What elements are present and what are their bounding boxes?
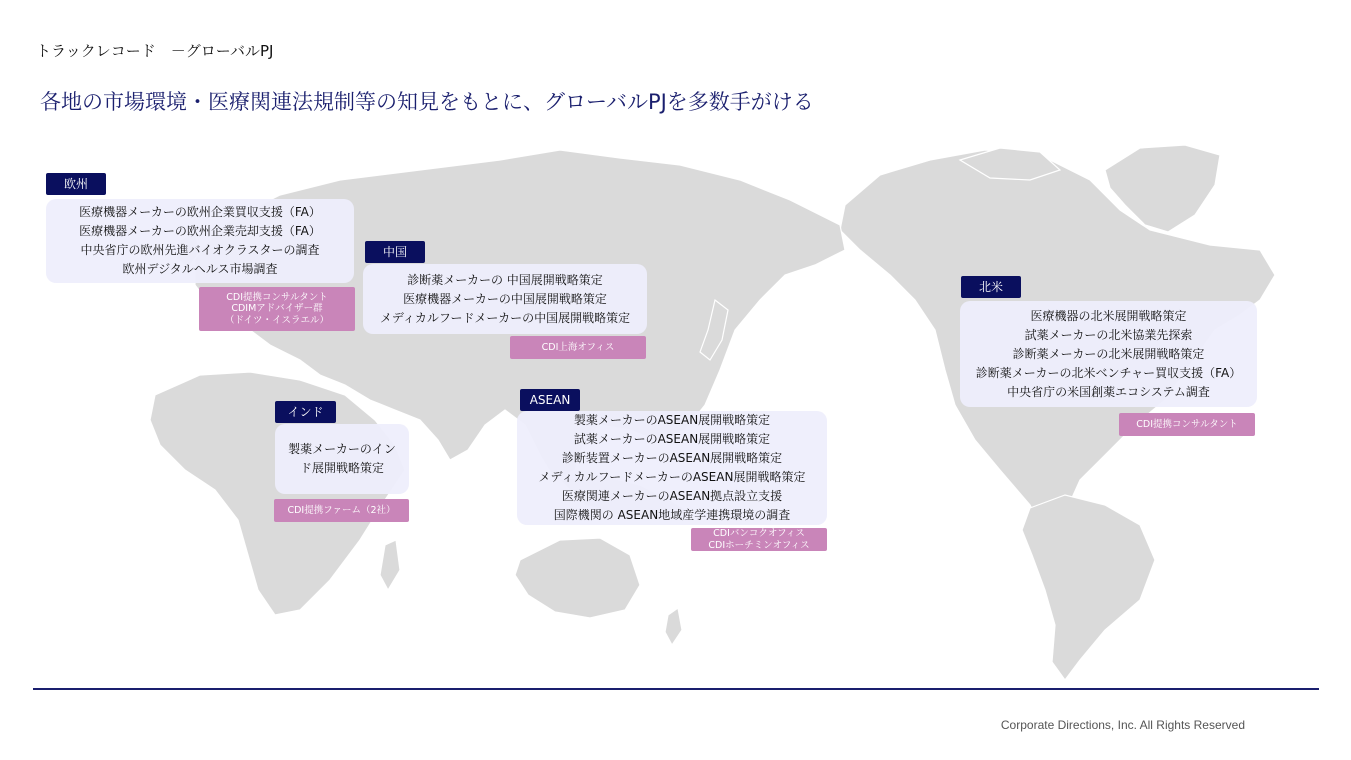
europe-project-item: 医療機器メーカーの欧州企業売却支援（FA） [79,224,321,238]
north-america-project-item: 診断薬メーカーの北米展開戦略策定 [1012,346,1205,361]
china-project-item: 診断薬メーカーの 中国展開戦略策定 [407,272,603,287]
north-america-project-item: 中央省庁の米国創薬エコシステム調査 [1007,384,1210,399]
india-project-item: ド展開戦略策定 [299,461,384,475]
asean-project-item: 製薬メーカーのASEAN展開戦略策定 [573,413,771,427]
footer-divider [33,688,1319,690]
china-project-item: 医療機器メーカーの中国展開戦略策定 [403,291,607,306]
office-line: CDIバンコクオフィス [713,528,805,539]
india-office-badge [274,499,409,522]
asean-project-item: 医療関連メーカーのASEAN拠点設立支援 [561,489,783,503]
asean-project-item: 試薬メーカーのASEAN展開戦略策定 [573,432,771,446]
office-line: CDI提携コンサルタント [226,291,328,303]
asean-region-tag: ASEAN [520,389,580,411]
europe-region-tag: 欧州 [46,173,106,195]
office-line: CDIホーチミンオフィス [708,539,810,551]
madagascar-island [380,540,400,590]
china-region-tag: 中国 [365,241,425,263]
europe-project-box [46,199,354,283]
china-project-item: メディカルフードメーカーの中国展開戦略策定 [379,310,631,325]
india-region-tag: インド [275,401,336,423]
office-line: CDIMアドバイザー群 [231,303,323,315]
north-america-project-item: 試薬メーカーの北米協業先探索 [1024,327,1193,342]
europe-project-item: 中央省庁の欧州先進バイオクラスターの調査 [80,243,320,257]
south-america-landmass [1022,495,1155,680]
asean-project-box [517,411,827,525]
asean-project-item: 国際機関の ASEAN地域産学連携環境の調査 [553,508,791,522]
china-project-box [363,264,647,334]
north-america-region-tag: 北米 [961,276,1021,298]
office-line: CDI提携コンサルタント [1136,418,1238,430]
india-project-box [275,424,409,494]
china-office-badge [510,336,646,359]
slide-subtitle: トラックレコード －グローバルPJ [36,42,274,60]
north-america-project-item: 診断薬メーカーの北米ベンチャー買収支援（FA） [975,365,1242,380]
europe-project-item: 医療機器メーカーの欧州企業買収支援（FA） [79,205,321,219]
asean-office-badge [691,528,827,551]
asean-project-item: メディカルフードメーカーのASEAN展開戦略策定 [538,470,806,484]
office-line: CDI上海オフィス [541,341,615,353]
asean-project-item: 診断装置メーカーのASEAN展開戦略策定 [561,451,783,465]
new-zealand-islands [665,608,682,645]
europe-office-badge [199,287,355,331]
slide-headline: 各地の市場環境・医療関連法規制等の知見をもとに、グローバルPJを多数手がける [40,90,814,114]
north-america-office-badge [1119,413,1255,436]
north-america-project-box [960,301,1257,407]
copyright-notice: Corporate Directions, Inc. All Rights Reserved [1000,718,1245,732]
australia-landmass [515,538,640,618]
office-line: CDI提携ファーム（2社） [287,504,396,516]
europe-project-item: 欧州デジタルヘルス市場調査 [122,262,278,276]
india-project-item: 製薬メーカーのイン [288,442,396,456]
north-america-project-item: 医療機器の北米展開戦略策定 [1030,308,1187,323]
office-line: （ドイツ・イスラエル） [225,314,329,326]
